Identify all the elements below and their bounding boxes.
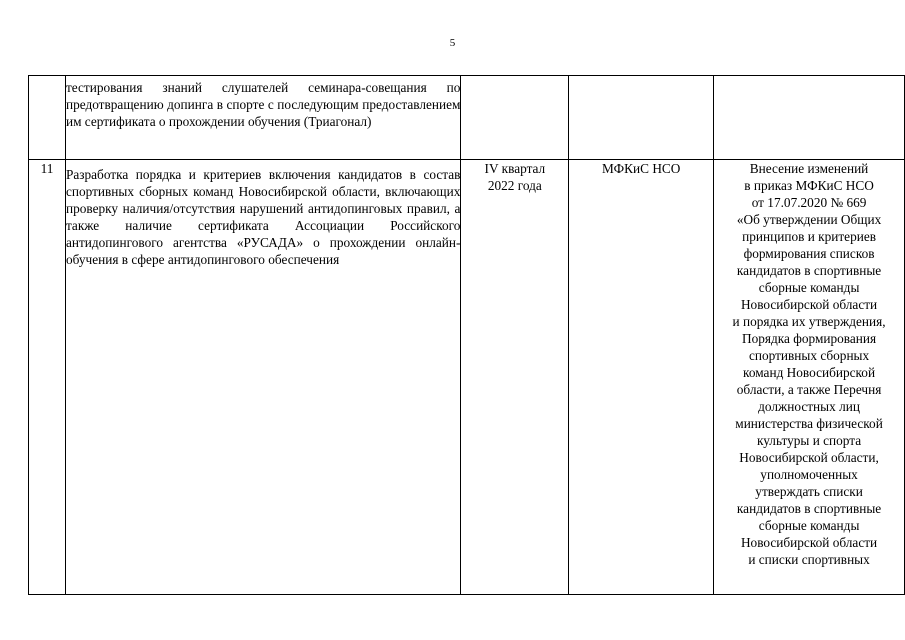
result-line: сборные команды [758, 280, 860, 295]
result-line: уполномоченных [760, 467, 858, 482]
result-line: спортивных сборных [748, 348, 870, 363]
result-line: кандидатов в спортивные [736, 501, 882, 516]
result-line: области, а также Перечня [736, 382, 882, 397]
deadline-year: 2022 года [487, 178, 542, 193]
result-line: утверждать списки [755, 484, 863, 499]
result-line: культуры и спорта [756, 433, 862, 448]
page-number: 5 [449, 37, 456, 49]
result-line: и порядка их утверждения, [732, 314, 886, 329]
deadline-cell [461, 76, 569, 160]
expected-result-cell [714, 160, 905, 595]
result-line: принципов и критериев [742, 229, 877, 244]
table-row [29, 160, 905, 595]
row-number-cell: 11 [29, 160, 66, 595]
result-line: министерства физической [735, 416, 883, 431]
result-line: «Об утверждении Общих [736, 212, 882, 227]
row-number-cell [29, 76, 66, 160]
expected-result-cell [714, 76, 905, 160]
table-row [29, 76, 905, 160]
measure-description-cell: тестирования знаний слушателей семинара-совещания по предотвращению допинга в спорте с последующим предоставлением им сертификата о прохождении обучения (Триагонал) [65, 76, 460, 160]
result-line: Новосибирской области [740, 535, 878, 550]
result-line: Новосибирской области [740, 297, 878, 312]
result-line: Новосибирской области, [739, 450, 879, 465]
result-line: и списки спортивных [748, 552, 870, 567]
result-line: в приказ МФКиС НСО [744, 178, 874, 193]
result-line: Внесение изменений [749, 161, 869, 176]
result-line: формирования списков [743, 246, 875, 261]
measure-description-cell: Разработка порядка и критериев включения кандидатов в состав спортивных сборных команд Новосибирской области, включающих проверку наличия/отсутствия нарушений антидопинговых правил, а также наличие сертификата Ассоциации Российского антидопингового агентства «РУСАДА» о прохождении онлайн-обучения в сфере антидопингового обеспечения [65, 160, 460, 595]
result-line: команд Новосибирской [743, 365, 876, 380]
result-line: кандидатов в спортивные [736, 263, 882, 278]
action-plan-table [28, 75, 905, 595]
deadline-cell [461, 160, 569, 595]
result-line: должностных лиц [758, 399, 860, 414]
result-line: от 17.07.2020 № 669 [751, 195, 867, 210]
responsible-cell: МФКиС НСО [569, 160, 714, 595]
result-line: сборные команды [758, 518, 860, 533]
responsible-cell [569, 76, 714, 160]
result-line: Порядка формирования [741, 331, 877, 346]
deadline-quarter: IV квартал [484, 161, 546, 176]
